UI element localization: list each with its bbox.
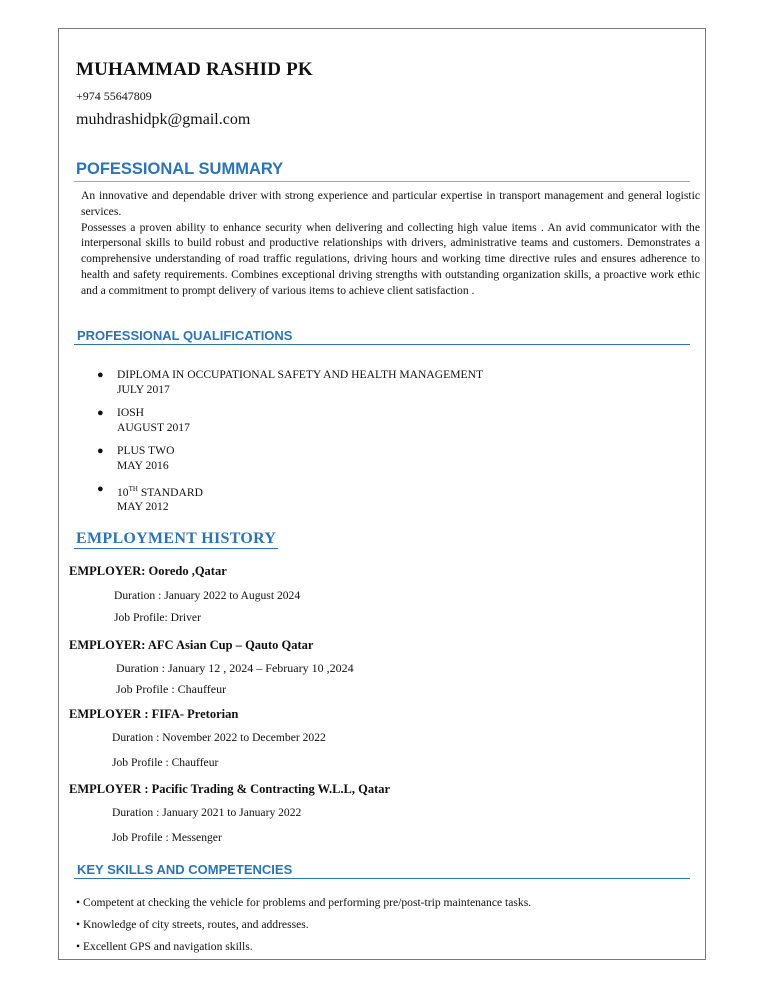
summary-paragraph-2: Possesses a proven ability to enhance security when delivering and collecting high value items . An avid communicator with the interpersonal skills to build robust and productive relationships with drivers, administrative teams and customers. Demonstrates a comprehensive understanding of road traffic regulations, driving hours and working time directive rules and ensures adherence to health and safety requirements. Combines exceptional driving strengths with outstanding organization skills, a proactive work ethic and a commitment to prompt delivery of various items to achieve client satisfaction . xyxy=(81,220,700,297)
skill-item: • Knowledge of city streets, routes, and addresses. xyxy=(76,918,309,931)
employer-line xyxy=(69,707,238,722)
qualification-item xyxy=(97,368,483,397)
qualifications-heading: PROFESSIONAL QUALIFICATIONS xyxy=(77,328,293,343)
qualification-name: PLUS TWO xyxy=(117,444,175,457)
employer-label: EMPLOYER xyxy=(69,782,142,796)
qualification-item xyxy=(97,482,483,515)
bullet-icon: ● xyxy=(97,407,104,419)
employer-label: EMPLOYER xyxy=(69,638,142,652)
employer-line xyxy=(69,782,390,797)
employer-label: EMPLOYER xyxy=(69,564,142,578)
job-duration: Duration : November 2022 to December 2022 xyxy=(112,731,326,744)
qualification-date: AUGUST 2017 xyxy=(117,420,190,434)
employer-line xyxy=(69,564,227,579)
employer-name: : FIFA- Pretorian xyxy=(141,707,239,721)
bullet-icon: ● xyxy=(97,483,104,495)
qualification-name: IOSH xyxy=(117,406,145,419)
summary-heading: POFESSIONAL SUMMARY xyxy=(76,160,284,178)
employment-underline xyxy=(74,548,278,549)
job-duration: Duration : January 2021 to January 2022 xyxy=(112,806,302,819)
job-profile: Job Profile : Chauffeur xyxy=(116,682,227,696)
job-profile: Job Profile : Messenger xyxy=(112,831,222,844)
summary-divider xyxy=(74,181,690,182)
skills-heading: KEY SKILLS AND COMPETENCIES xyxy=(77,862,293,877)
email-address: muhdrashidpk@gmail.com xyxy=(76,111,251,128)
bullet-icon: ● xyxy=(97,445,104,457)
skill-item: • Excellent GPS and navigation skills. xyxy=(76,940,253,953)
job-duration: Duration : January 2022 to August 2024 xyxy=(114,589,301,602)
skill-item: • Competent at checking the vehicle for problems and performing pre/post-trip maintenance tasks. xyxy=(76,896,532,909)
bullet-icon: ● xyxy=(97,369,104,381)
summary-text xyxy=(81,188,700,299)
employer-name: : Pacific Trading & Contracting W.L.L, Qatar xyxy=(141,782,391,796)
qualification-item xyxy=(97,406,483,435)
qualification-name-rest: STANDARD xyxy=(137,485,204,499)
qualifications-list xyxy=(97,368,483,524)
qualification-name-number: 10 xyxy=(117,485,129,499)
employer-label: EMPLOYER xyxy=(69,707,142,721)
qualification-date: MAY 2016 xyxy=(117,458,169,472)
qualification-date: JULY 2017 xyxy=(117,382,170,396)
candidate-name: MUHAMMAD RASHID PK xyxy=(76,59,313,80)
qualification-item xyxy=(97,444,483,473)
qualification-name xyxy=(117,482,483,500)
job-profile: Job Profile: Driver xyxy=(114,611,201,624)
summary-paragraph-1: An innovative and dependable driver with strong experience and particular expertise in transport management and general logistic services. xyxy=(81,189,700,218)
job-profile: Job Profile : Chauffeur xyxy=(112,756,219,769)
qualification-name-superscript: TH xyxy=(128,485,138,493)
qualifications-divider xyxy=(74,344,690,345)
employer-line xyxy=(69,638,313,653)
phone-number: +974 55647809 xyxy=(76,89,152,103)
qualification-name: DIPLOMA IN OCCUPATIONAL SAFETY AND HEALTH MANAGEMENT xyxy=(117,368,484,381)
qualification-date: MAY 2012 xyxy=(117,500,169,514)
employment-heading: EMPLOYMENT HISTORY xyxy=(76,530,277,547)
employer-name: : Ooredo ,Qatar xyxy=(141,564,227,578)
employer-name: : AFC Asian Cup – Qauto Qatar xyxy=(141,638,314,652)
skills-divider xyxy=(74,878,690,879)
job-duration: Duration : January 12 , 2024 – February 10 ,2024 xyxy=(116,661,354,675)
